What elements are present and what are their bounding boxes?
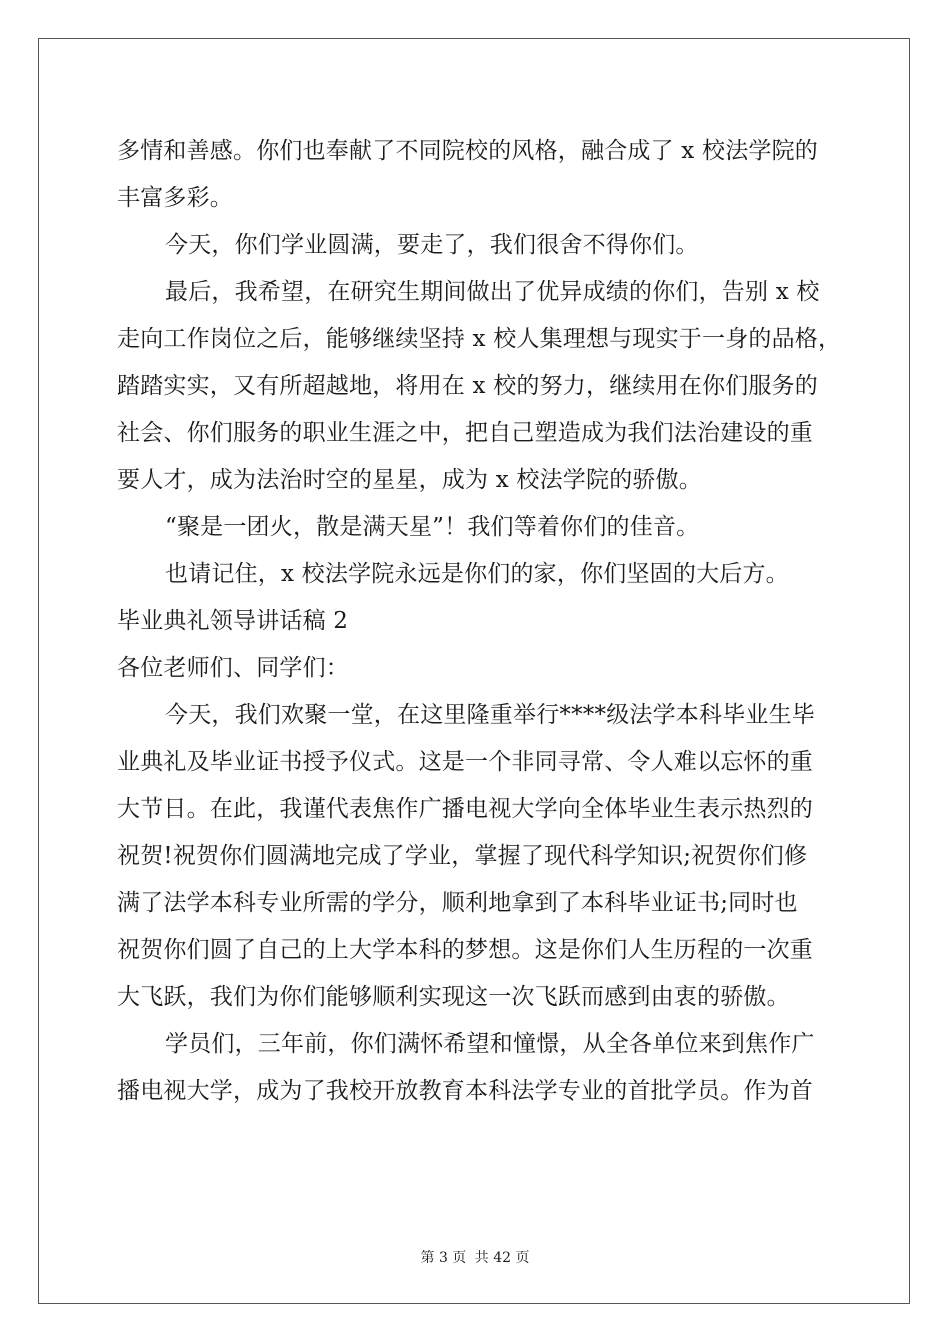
text-line: 大节日。在此，我谨代表焦作广播电视大学向全体毕业生表示热烈的 [117, 796, 813, 822]
text-line: 各位老师们、同学们： [117, 655, 349, 681]
text-line: 最后，我希望，在研究生期间做出了优异成绩的你们，告别 x 校 [165, 279, 820, 305]
text-line: 祝贺你们圆了自己的上大学本科的梦想。这是你们人生历程的一次重 [117, 937, 813, 963]
text-line: 走向工作岗位之后，能够继续坚持 x 校人集理想与现实于一身的品格， [117, 326, 842, 352]
text-line: 大飞跃，我们为你们能够顺利实现这一次飞跃而感到由衷的骄傲。 [117, 984, 790, 1010]
text-line: 社会、你们服务的职业生涯之中，把自己塑造成为我们法治建设的重 [117, 420, 813, 446]
page-total: 共 42 页 [474, 1250, 530, 1266]
text-line: 毕业典礼领导讲话稿 2 [117, 608, 349, 634]
text-line: 丰富多彩。 [117, 185, 233, 211]
text-line: 今天，你们学业圆满，要走了，我们很舍不得你们。 [165, 232, 699, 258]
text-line: 播电视大学，成为了我校开放教育本科法学专业的首批学员。作为首 [117, 1078, 813, 1104]
text-line: 多情和善感。你们也奉献了不同院校的风格，融合成了 x 校法学院的 [117, 138, 818, 164]
text-line: 业典礼及毕业证书授予仪式。这是一个非同寻常、令人难以忘怀的重 [117, 749, 813, 775]
text-line: 也请记住，x 校法学院永远是你们的家，你们坚固的大后方。 [165, 561, 789, 587]
text-line: 今天，我们欢聚一堂，在这里隆重举行****级法学本科毕业生毕 [165, 702, 815, 728]
document-body [117, 128, 842, 1115]
text-line: 踏踏实实，又有所超越地，将用在 x 校的努力，继续用在你们服务的 [117, 373, 818, 399]
text-line: 祝贺!祝贺你们圆满地完成了学业，掌握了现代科学知识;祝贺你们修 [117, 843, 808, 869]
page-footer [0, 1247, 950, 1267]
text-line: 要人才，成为法治时空的星星，成为 x 校法学院的骄傲。 [117, 467, 702, 493]
text-line: 学员们，三年前，你们满怀希望和憧憬，从全各单位来到焦作广 [165, 1031, 815, 1057]
page-number: 第 3 页 [420, 1250, 467, 1266]
text-line: 满了法学本科专业所需的学分，顺利地拿到了本科毕业证书;同时也 [117, 890, 798, 916]
text-line: “聚是一团火，散是满天星”！我们等着你们的佳音。 [165, 514, 700, 540]
